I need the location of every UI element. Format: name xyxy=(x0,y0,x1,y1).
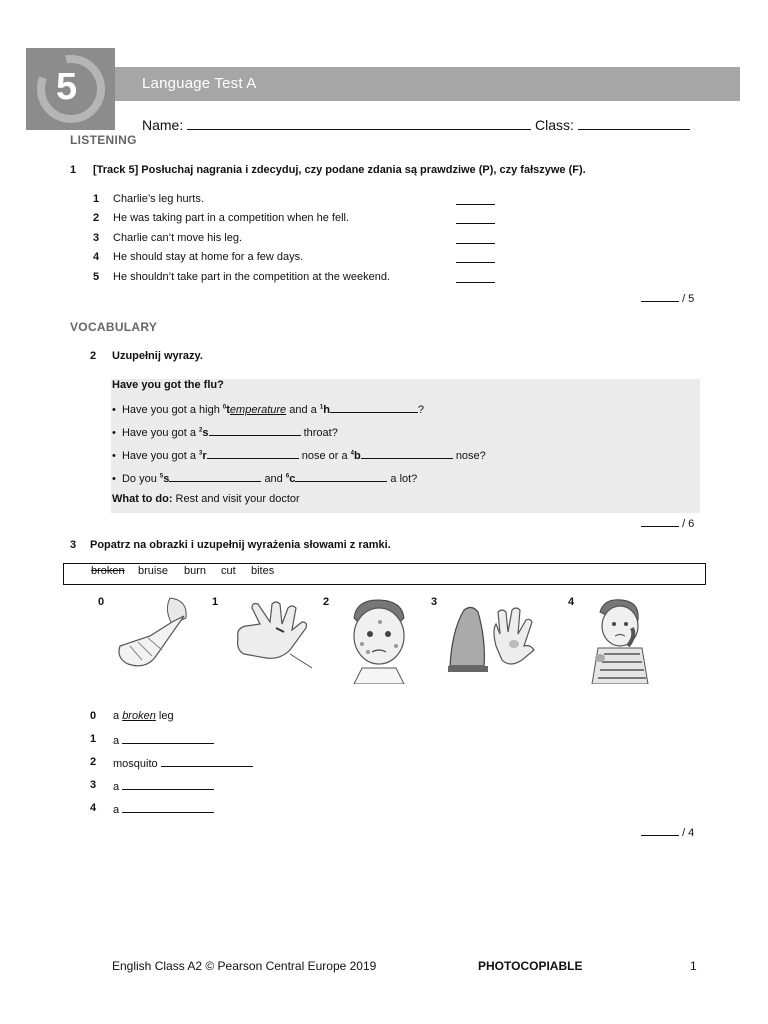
gap-5[interactable] xyxy=(169,471,261,482)
flu-box-title: Have you got the flu? xyxy=(112,379,224,391)
footer-photocopiable: PHOTOCOPIABLE xyxy=(478,959,583,973)
flu-question-4: • Do you $^5$s and $^6$c a lot? xyxy=(112,473,418,485)
unit-number: 5 xyxy=(56,66,78,108)
flu-question-1: • Have you got a high $^0$temperature and a $^1$h ? xyxy=(112,404,425,416)
iron-burn-picture xyxy=(446,600,546,674)
task2-number: 2 xyxy=(90,350,97,362)
answer-blank[interactable] xyxy=(456,223,495,224)
unit-number-badge xyxy=(26,48,115,130)
task3-answer-3: 3 xyxy=(90,779,97,791)
listening-score: / 5 xyxy=(641,291,694,305)
task3-answer-1-text: a xyxy=(113,733,214,747)
flu-question-3: • Have you got a $^3$r nose or a $^4$b nose? xyxy=(112,450,486,462)
picture-number: 4 xyxy=(568,596,575,608)
task3-answer-1: 1 xyxy=(90,733,97,745)
name-class-line xyxy=(142,117,690,133)
answer-blank[interactable] xyxy=(122,779,214,790)
vocabulary-heading: VOCABULARY xyxy=(70,320,158,334)
class-label: Class: xyxy=(535,117,574,133)
bruise-boy-picture xyxy=(584,596,656,684)
example-answer: broken xyxy=(122,710,156,722)
task3-answer-3-text: a xyxy=(113,779,214,793)
listening-item-number: 1 xyxy=(93,193,100,205)
mosquito-bites-boy-picture xyxy=(342,596,416,684)
task2-score: / 6 xyxy=(641,516,694,530)
gap-2[interactable] xyxy=(209,425,301,436)
page-number: 1 xyxy=(690,959,697,973)
broken-arm-picture xyxy=(112,594,194,670)
picture-number: 2 xyxy=(323,596,330,608)
task3-answer-2-text: mosquito xyxy=(113,756,253,770)
listening-item-text: He shouldn’t take part in the competition at the weekend. xyxy=(113,271,391,283)
task3-answer-0: 0 xyxy=(90,710,97,722)
word-box-item: burn xyxy=(184,565,207,577)
answer-blank[interactable] xyxy=(456,282,495,283)
test-title: Language Test A xyxy=(142,75,257,92)
listening-item-text: Charlie can’t move his leg. xyxy=(113,232,243,244)
task3-answer-4: 4 xyxy=(90,802,97,814)
footer-copyright: English Class A2 © Pearson Central Europe 2019 xyxy=(112,959,377,973)
answer-blank[interactable] xyxy=(161,756,253,767)
task2-instruction: Uzupełnij wyrazy. xyxy=(112,350,203,362)
listening-item-number: 2 xyxy=(93,212,100,224)
word-box-item: bruise xyxy=(138,565,168,577)
cut-hand-picture xyxy=(230,598,312,674)
gap-3[interactable] xyxy=(207,448,299,459)
task1-instruction: [Track 5] Posłuchaj nagrania i zdecyduj, czy podane zdania są prawdziwe (P), czy fałszywe (F). xyxy=(93,164,586,176)
gap-6[interactable] xyxy=(295,471,387,482)
answer-blank[interactable] xyxy=(456,243,495,244)
word-box xyxy=(63,563,706,585)
task3-answer-2: 2 xyxy=(90,756,97,768)
listening-heading: LISTENING xyxy=(70,133,137,147)
example-answer: emperature xyxy=(229,404,287,416)
task3-answer-0-text: a broken leg xyxy=(113,710,174,722)
task3-number: 3 xyxy=(70,539,77,551)
gap-4[interactable] xyxy=(361,448,453,459)
gap-1[interactable] xyxy=(330,402,418,413)
class-field[interactable] xyxy=(578,119,690,130)
score-blank[interactable] xyxy=(641,516,679,527)
answer-blank[interactable] xyxy=(122,733,214,744)
answer-blank[interactable] xyxy=(456,262,495,263)
listening-item-number: 3 xyxy=(93,232,100,244)
task3-instruction: Popatrz na obrazki i uzupełnij wyrażenia słowami z ramki. xyxy=(90,539,391,551)
word-box-item: bites xyxy=(251,565,275,577)
name-label: Name: xyxy=(142,117,184,133)
task3-answer-4-text: a xyxy=(113,802,214,816)
listening-item-text: He should stay at home for a few days. xyxy=(113,251,304,263)
flu-question-2: • Have you got a $^2$s throat? xyxy=(112,427,338,439)
listening-item-number: 5 xyxy=(93,271,100,283)
name-field[interactable] xyxy=(187,119,531,130)
answer-blank[interactable] xyxy=(456,204,495,205)
picture-number: 1 xyxy=(212,596,219,608)
listening-item-number: 4 xyxy=(93,251,100,263)
picture-number: 0 xyxy=(98,596,105,608)
answer-blank[interactable] xyxy=(122,802,214,813)
listening-item-text: He was taking part in a competition when he fell. xyxy=(113,212,350,224)
listening-item-text: Charlie’s leg hurts. xyxy=(113,193,204,205)
task1-number: 1 xyxy=(70,164,77,176)
picture-number: 3 xyxy=(431,596,438,608)
task3-score: / 4 xyxy=(641,825,694,839)
score-blank[interactable] xyxy=(641,291,679,302)
what-to-do: What to do: Rest and visit your doctor xyxy=(112,493,300,505)
score-blank[interactable] xyxy=(641,825,679,836)
word-box-item: broken xyxy=(91,565,125,577)
word-box-item: cut xyxy=(221,565,236,577)
